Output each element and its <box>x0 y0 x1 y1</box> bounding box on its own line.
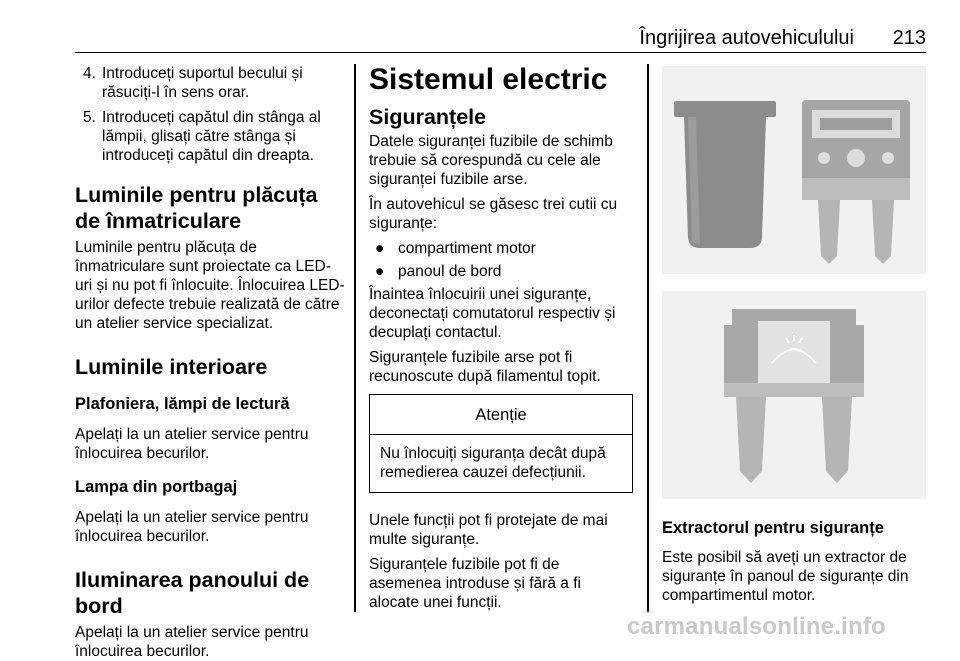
paragraph: Apelați la un atelier service pentru înlocuirea becurilor. <box>75 509 309 545</box>
column-divider <box>647 64 649 612</box>
mini-fuse-icon <box>674 101 776 248</box>
list-item <box>75 64 345 102</box>
watermark: carmanualsonline.info <box>627 613 886 640</box>
column-divider <box>354 64 356 612</box>
section-heading-plate-lights: Luminile pentru plăcuța de înmatriculare <box>75 183 318 233</box>
list-text: Introduceți suportul becului și răsuciți-l în sens orar. <box>102 65 303 101</box>
column-middle <box>369 64 633 612</box>
bullet-list <box>369 239 633 281</box>
section-heading-dashboard-lights: Iluminarea panoului de bord <box>75 568 310 618</box>
blade-fuse-icon <box>802 100 910 264</box>
bullet-dot: ● <box>375 240 385 257</box>
warning-text: Nu înlocuiți siguranța decât după remedierea cauzei defecțiunii. <box>380 445 606 481</box>
list-item <box>369 239 633 258</box>
maxi-fuse-drawing <box>662 291 926 499</box>
bullet-dot: ● <box>375 263 385 280</box>
paragraph: Apelați la un atelier service pentru înlocuirea becurilor. <box>75 426 309 462</box>
warning-title: Atenție <box>370 395 632 435</box>
page-number: 213 <box>892 27 926 49</box>
extractor-section <box>662 518 928 605</box>
fuse-types-drawing <box>662 66 926 274</box>
list-text: panoul de bord <box>398 263 502 280</box>
maxi-fuse-icon <box>724 309 864 483</box>
list-item <box>369 262 633 281</box>
paragraph: Datele siguranței fuzibile de schimb trebuie să corespundă cu cele ale siguranței fuzibile arse. <box>369 133 613 188</box>
header-title: Îngrijirea autovehiculului <box>639 27 854 49</box>
list-number: 4. <box>83 65 96 82</box>
subheading-trunk-lamp: Lampa din portbagaj <box>75 478 238 496</box>
list-item <box>75 108 345 165</box>
subheading-ceiling-lamp: Plafoniera, lămpi de lectură <box>75 395 290 413</box>
maxi-fuse-illustration <box>662 291 926 499</box>
column-left <box>75 64 345 661</box>
paragraph: Siguranțele fuzibile pot fi de asemenea introduse și fără a fi alocate unei funcții. <box>369 556 581 611</box>
section-heading-interior-lights: Luminile interioare <box>75 355 268 379</box>
list-text: Introduceți capătul din stânga al lămpii, glisați către stânga și introduceți capătul din dreapta. <box>102 109 321 164</box>
page-header <box>75 26 926 53</box>
paragraph: Apelați la un atelier service pentru înlocuirea becurilor. <box>75 624 309 660</box>
list-number: 5. <box>83 109 96 126</box>
section-heading-fuses: Siguranțele <box>369 105 487 129</box>
paragraph: În autovehicul se găsesc trei cutii cu siguranțe: <box>369 196 618 232</box>
list-text: compartiment motor <box>398 240 536 257</box>
paragraph: Este posibil să aveți un extractor de siguranțe în panoul de siguranțe din compartimentul motor. <box>662 549 909 604</box>
chapter-title: Sistemul electric <box>369 63 608 96</box>
paragraph: Siguranțele fuzibile arse pot fi recunoscute după filamentul topit. <box>369 349 601 385</box>
paragraph: Înaintea înlocuirii unei siguranțe, deconectați comutatorul respectiv și decuplați contactul. <box>369 286 616 341</box>
warning-box <box>369 394 633 493</box>
subheading-fuse-extractor: Extractorul pentru siguranțe <box>662 519 884 537</box>
paragraph: Unele funcții pot fi protejate de mai multe siguranțe. <box>369 512 608 548</box>
fuse-types-illustration <box>662 66 926 274</box>
paragraph: Luminile pentru plăcuța de înmatriculare sunt proiectate ca LED-uri și nu pot fi înlocuite. Înlocuirea LED-urilor defecte trebuie realizată de către un atelier service specializat. <box>75 239 345 332</box>
